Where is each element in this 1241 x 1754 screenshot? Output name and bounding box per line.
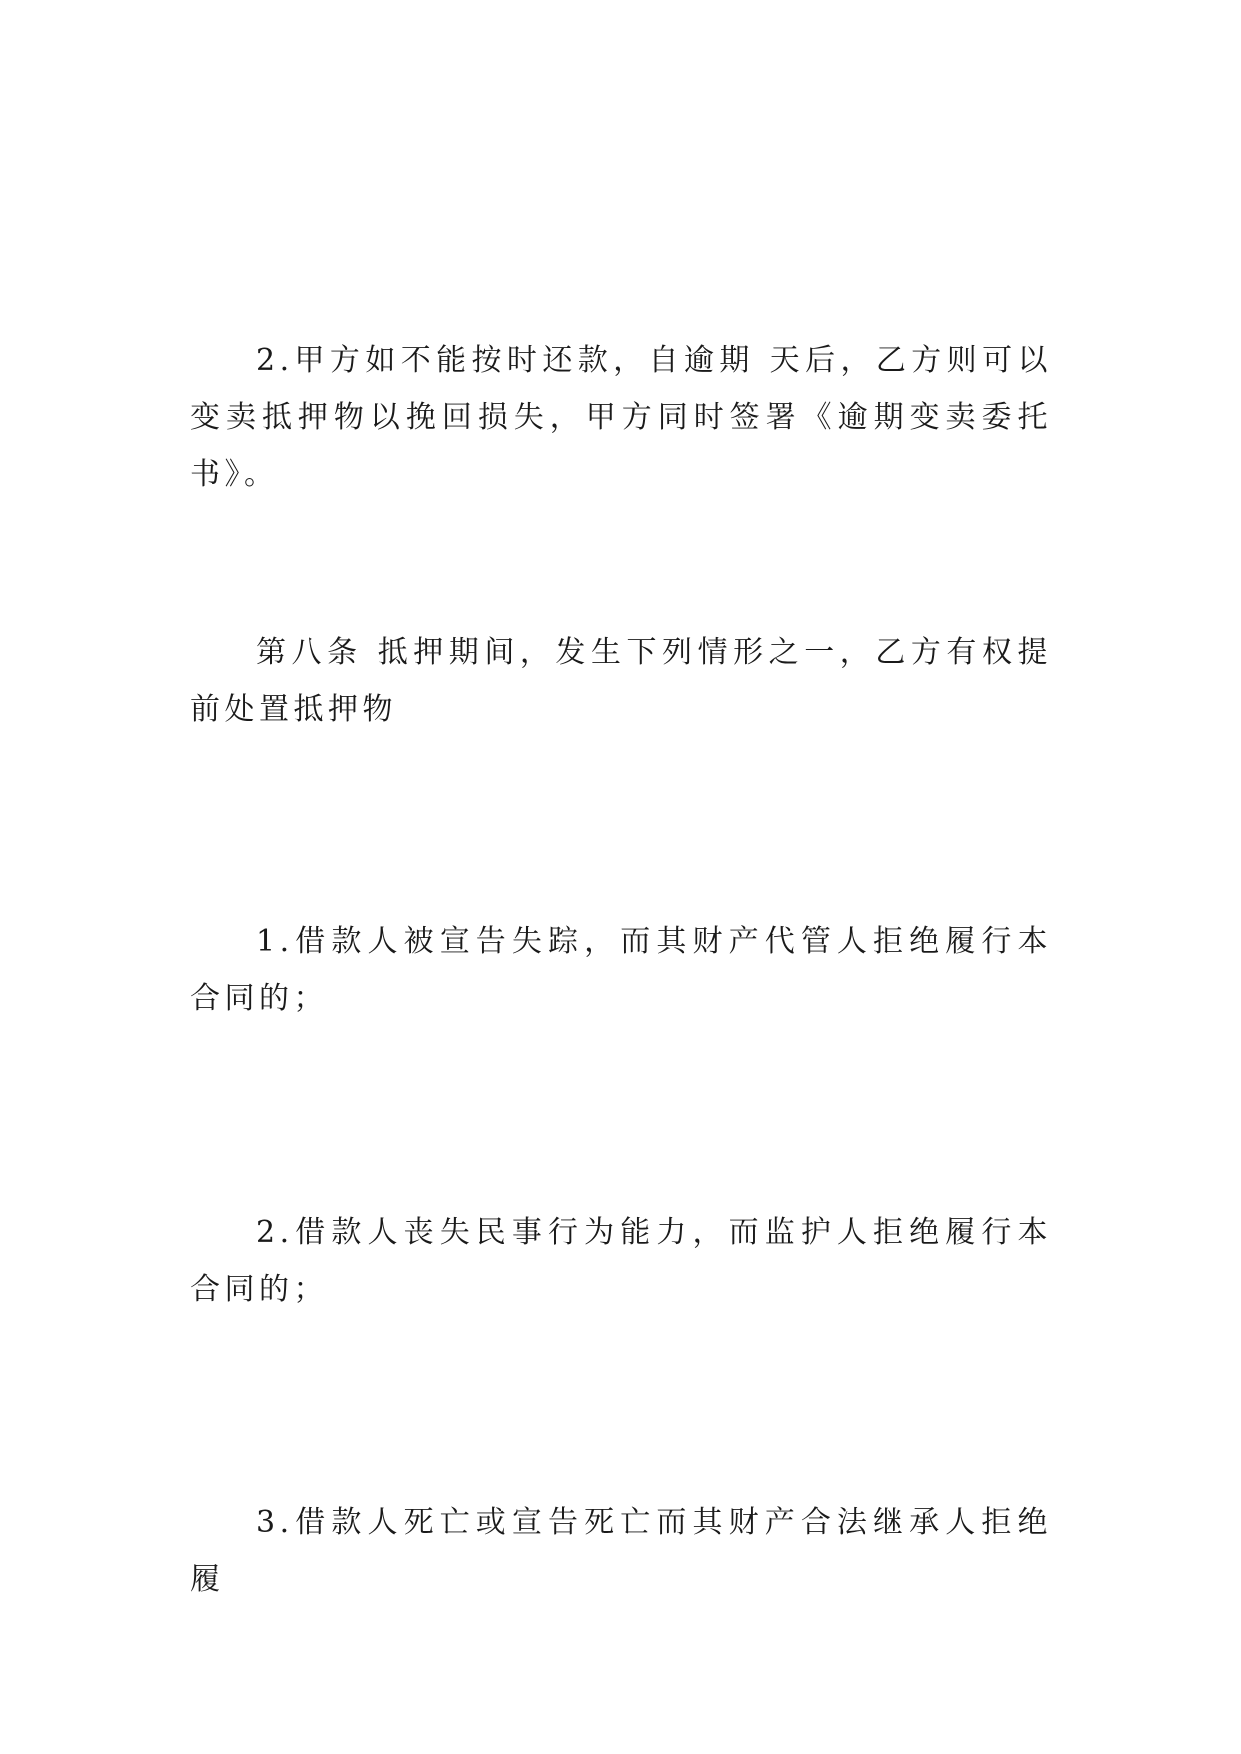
paragraph-article-eight: 第八条 抵押期间，发生下列情形之一，乙方有权提前处置抵押物 — [190, 635, 1052, 727]
paragraph-clause-2: 2.借款人丧失民事行为能力，而监护人拒绝履行本合同的； — [190, 1215, 1052, 1307]
paragraph-clause-1: 1.借款人被宣告失踪，而其财产代管人拒绝履行本合同的； — [190, 924, 1052, 1016]
paragraph-clause-3: 3.借款人死亡或宣告死亡而其财产合法继承人拒绝履 — [190, 1505, 1052, 1597]
paragraph-overdue-sale: 2.甲方如不能按时还款，自逾期 天后，乙方则可以变卖抵押物以挽回损失，甲方同时签署《逾期变卖委托书》。 — [190, 343, 1052, 492]
